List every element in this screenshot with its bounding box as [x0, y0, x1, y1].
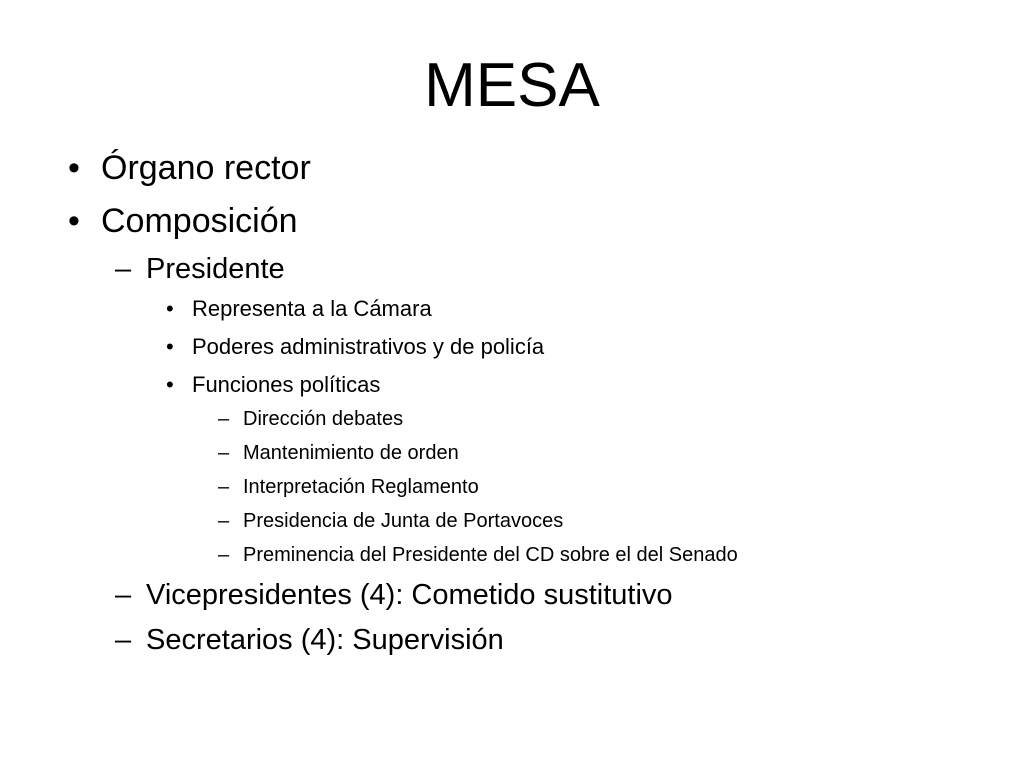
list-item-text: Presidente	[146, 253, 285, 285]
slide-title: MESA	[424, 51, 600, 120]
list-item-text: Secretarios (4): Supervisión	[146, 624, 504, 656]
list-item-text: Poderes administrativos y de policía	[192, 334, 545, 359]
list-item-text: Vicepresidentes (4): Cometido sustitutivo	[146, 579, 673, 611]
list-item-text: Preminencia del Presidente del CD sobre el del Senado	[243, 544, 738, 566]
dash-marker: –	[218, 510, 230, 532]
dash-marker: –	[218, 544, 230, 566]
list-item-text: Funciones políticas	[192, 372, 381, 397]
list-item-text: Dirección debates	[243, 408, 404, 430]
list-item-text: Interpretación Reglamento	[243, 476, 479, 498]
bullet-marker: •	[68, 149, 80, 187]
list-item-text: Presidencia de Junta de Portavoces	[243, 510, 564, 532]
list-item-text: Composición	[101, 202, 298, 240]
dash-marker: –	[218, 442, 230, 464]
dash-marker: –	[218, 408, 230, 430]
list-item-text: Órgano rector	[101, 149, 311, 187]
list-item-text: Representa a la Cámara	[192, 296, 432, 321]
list-item-text: Mantenimiento de orden	[243, 442, 459, 464]
bullet-marker: •	[166, 334, 174, 359]
bullet-marker: •	[166, 372, 174, 397]
dash-marker: –	[115, 253, 132, 285]
bullet-marker: •	[166, 296, 174, 321]
dash-marker: –	[218, 476, 230, 498]
bullet-marker: •	[68, 202, 80, 240]
dash-marker: –	[115, 579, 132, 611]
dash-marker: –	[115, 624, 132, 656]
